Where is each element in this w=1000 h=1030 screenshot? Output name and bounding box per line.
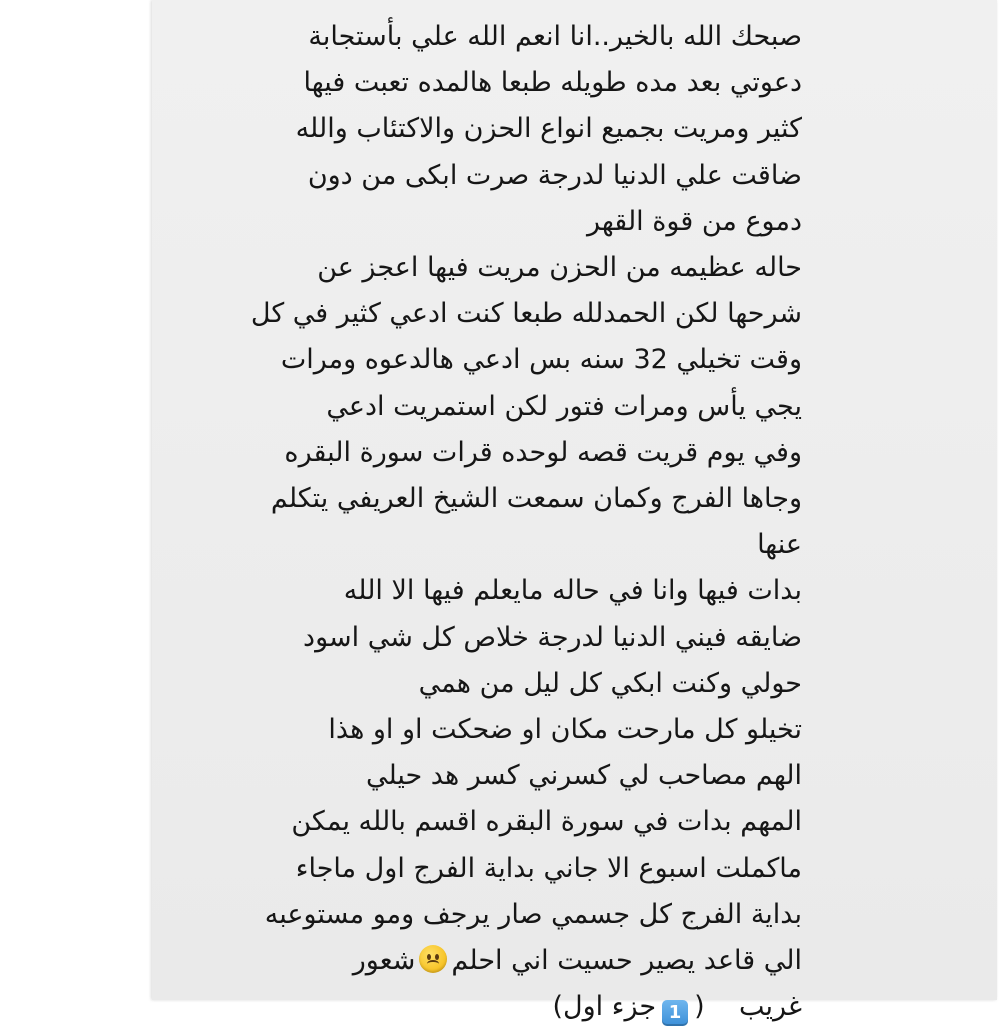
note-line-11: وجاها الفرج وكمان سمعت الشيخ العريفي يتكلم bbox=[270, 483, 802, 515]
note-line-16: تخيلو كل مارحت مكان او ضحكت او او هذا bbox=[328, 714, 802, 746]
note-line-18: المهم بدات في سورة البقره اقسم بالله يمكن bbox=[291, 806, 802, 838]
note-line-17: الهم مصاحب لي كسرني كسر هد حيلي bbox=[365, 760, 802, 792]
note-line-21 bbox=[190, 938, 802, 984]
note-line-7: شرحها لكن الحمدلله طبعا كنت ادعي كثير في كل bbox=[250, 298, 802, 330]
note-line-14: ضايقه فيني الدنيا لدرجة خلاص كل شي اسود bbox=[303, 621, 802, 653]
note-line-12: عنها bbox=[757, 529, 802, 561]
note-line-13: بدات فيها وانا في حاله مايعلم فيها الا الله bbox=[343, 575, 802, 607]
note-line-8: وقت تخيلي 32 سنه بس ادعي هالدعوه ومرات bbox=[280, 344, 802, 376]
note-line-22-start: غريب bbox=[738, 991, 802, 1023]
note-line-6: حاله عظيمه من الحزن مريت فيها اعجز عن bbox=[317, 252, 802, 284]
note-line-15: حولي وكنت ابكي كل ليل من همي bbox=[418, 667, 802, 699]
note-line-19: ماكملت اسبوع الا جاني بداية الفرج اول ماجاء bbox=[295, 852, 802, 884]
part-label: جزء اول bbox=[563, 991, 657, 1023]
note-line-5: دموع من قوة القهر bbox=[586, 205, 802, 237]
note-line-20: بداية الفرج كل جسمي صار يرجف ومو مستوعبه bbox=[264, 898, 802, 930]
frowning-face-icon bbox=[419, 945, 447, 973]
note-line-4: ضاقت علي الدنيا لدرجة صرت ابكى من دون bbox=[307, 159, 802, 191]
paren-open: ( bbox=[694, 991, 705, 1023]
note-line-3: كثير ومريت بجميع انواع الحزن والاكتئاب والله bbox=[295, 113, 802, 145]
note-line-1: صبحك الله بالخير..انا انعم الله علي بأستجابة bbox=[308, 21, 802, 52]
note-line-10: وفي يوم قريت قصه لوحده قرات سورة البقره bbox=[284, 436, 802, 468]
note-line-21-end: شعور bbox=[352, 945, 416, 977]
note-text bbox=[190, 14, 802, 1030]
note-line-2: دعوتي بعد مده طويله طبعا هالمده تعبت فيها bbox=[303, 67, 802, 99]
note-line-21-text: الي قاعد يصير حسيت اني احلم bbox=[451, 945, 802, 977]
note-line-22 bbox=[190, 984, 802, 1030]
paren-close: ) bbox=[552, 991, 564, 1023]
note-line-9: يجي يأس ومرات فتور لكن استمريت ادعي bbox=[326, 390, 802, 422]
keycap-digit-one-icon: 1 bbox=[662, 1000, 688, 1026]
